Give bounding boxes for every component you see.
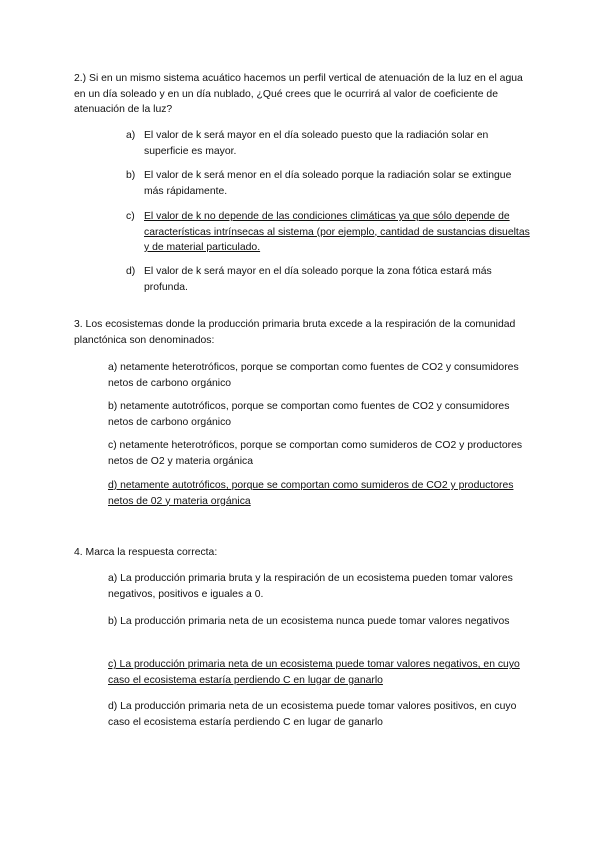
question-3-option-b: b) netamente autotróficos, porque se comportan como fuentes de CO2 y consumidores netos de carbono orgánico bbox=[108, 401, 510, 428]
question-4-text: 4. Marca la respuesta correcta: bbox=[74, 547, 218, 558]
question-2-text: 2.) Si en un mismo sistema acuático hacemos un perfil vertical de atenuación de la luz en el agua en un día soleado y en un día nublado, ¿Qué crees que le ocurrirá al valor de coeficiente de atenuación de la luz? bbox=[74, 73, 523, 115]
option-text: El valor de k será mayor en el día soleado puesto que la radiación solar en superficie es mayor. bbox=[144, 130, 489, 157]
option-letter: c) bbox=[126, 211, 135, 222]
question-3-option-a: a) netamente heterotróficos, porque se comportan como fuentes de CO2 y consumidores netos de carbono orgánico bbox=[108, 362, 519, 389]
option-text: El valor de k no depende de las condiciones climáticas ya que sólo depende de características intrínsecas al sistema (por ejemplo, cantidad de sustancias disueltas y de material particulado. bbox=[144, 211, 530, 253]
question-3-option-d-selected: d) netamente autotróficos, porque se comportan como sumideros de CO2 y productores netos de 02 y materia orgánica bbox=[108, 480, 514, 507]
question-2-option-d bbox=[126, 264, 531, 295]
question-2-option-b bbox=[126, 168, 531, 209]
question-4-option-d: d) La producción primaria neta de un ecosistema puede tomar valores positivos, en cuyo caso el ecosistema estaría perdiendo C en lugar de ganarlo bbox=[108, 701, 517, 728]
option-text: El valor de k será menor en el día soleado porque la radiación solar se extingue más rápidamente. bbox=[144, 170, 512, 197]
question-3-text: 3. Los ecosistemas donde la producción primaria bruta excede a la respiración de la comunidad planctónica son denominados: bbox=[74, 319, 516, 346]
option-letter: a) bbox=[126, 130, 136, 141]
option-letter: d) bbox=[126, 266, 136, 277]
question-3-option-c: c) netamente heterotróficos, porque se comportan como sumideros de CO2 y productores netos de O2 y materia orgánica bbox=[108, 440, 523, 467]
question-2-options bbox=[126, 128, 531, 295]
question-4-option-b: b) La producción primaria neta de un ecosistema nunca puede tomar valores negativos bbox=[108, 616, 510, 627]
question-2-option-a bbox=[126, 128, 531, 168]
question-2-option-c-selected bbox=[126, 209, 531, 264]
option-letter: b) bbox=[126, 170, 136, 181]
option-text: El valor de k será mayor en el día soleado porque la zona fótica estará más profunda. bbox=[144, 266, 492, 293]
question-4-option-c-selected: c) La producción primaria neta de un ecosistema puede tomar valores negativos, en cuyo caso el ecosistema estaría perdiendo C en lugar de ganarlo bbox=[108, 659, 520, 686]
question-4-option-a: a) La producción primaria bruta y la respiración de un ecosistema pueden tomar valores negativos, positivos e iguales a 0. bbox=[108, 573, 513, 600]
